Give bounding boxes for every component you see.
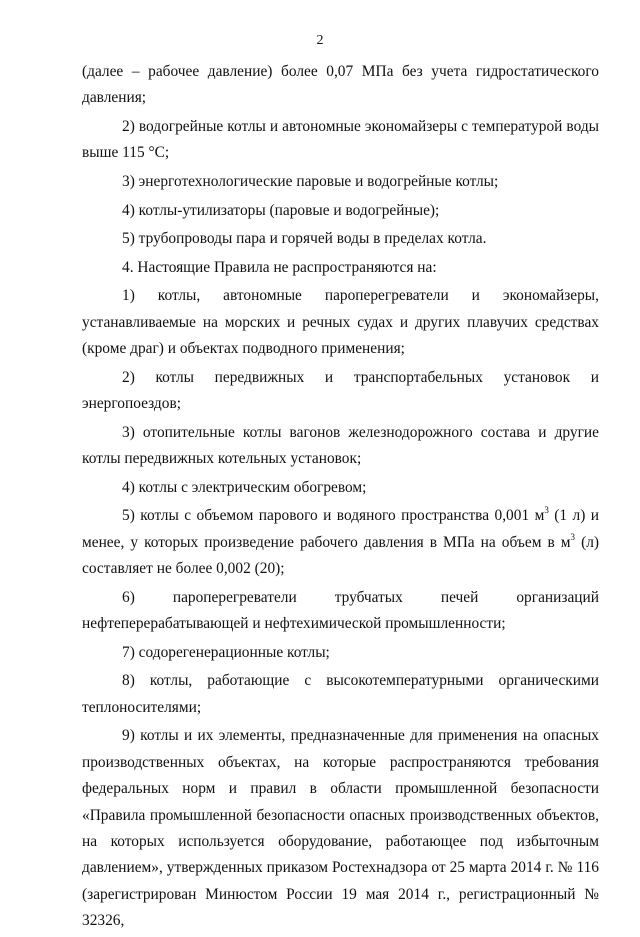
paragraph-item-5: 5) трубопроводы пара и горячей воды в пределах котла.: [122, 230, 487, 248]
paragraph-exclusion-8: 8) котлы, работающие с высокотемпературными органическими теплоносителями;: [82, 672, 599, 716]
page-number: 2: [316, 33, 324, 48]
paragraph-pressure-continuation: (далее – рабочее давление) более 0,07 МПа без учета гидростатического давления;: [82, 63, 599, 107]
paragraph-exclusion-4: 4) котлы с электрическим обогревом;: [122, 478, 367, 496]
paragraph-exclusion-2: 2) котлы передвижных и транспортабельных установок и энергопоездов;: [82, 368, 599, 413]
document-body: [82, 59, 599, 937]
paragraph-item-4: 4) котлы-утилизаторы (паровые и водогрейные);: [122, 201, 440, 219]
paragraph-exclusion-3: 3) отопительные котлы вагонов железнодорожного состава и другие котлы передвижных котельных установок;: [82, 423, 599, 468]
paragraph-exclusion-9: 9) котлы и их элементы, предназначенные для применения на опасных производственных объектах, на которые распространяются требования федеральных норм и правил в области промышленной безопасности «Правила промышленной безопасности опасных производственных объектов, на которых используется оборудование, работающее под избыточным давлением», утвержденных приказом Ростехнадзора от 25 марта 2014 г. № 116 (зарегистрирован Минюстом России 19 мая 2014 г., регистрационный № 32326,: [82, 727, 599, 930]
paragraph-exclusion-1: 1) котлы, автономные пароперегреватели и экономайзеры, устанавливаемые на морских и речных судах и других плавучих средствах (кроме драг) и объектах подводного применения;: [82, 287, 599, 358]
paragraph-exclusion-5: 5) котлы с объемом парового и водяного пространства 0,001 $м^3$ (1 л) и менее, у которых произведение рабочего давления в МПа на объем в $м^3$ (л) составляет не более 0,002 (20);: [82, 505, 599, 578]
paragraph-exclusion-7: 7) содорегенерационные котлы;: [122, 643, 330, 661]
paragraph-item-2: 2) водогрейные котлы и автономные экономайзеры с температурой воды выше 115 °С;: [82, 118, 599, 162]
paragraph-section-4: 4. Настоящие Правила не распространяются на:: [122, 258, 437, 276]
paragraph-exclusion-6: 6) пароперегреватели трубчатых печей организаций нефтеперерабатывающей и нефтехимической промышленности;: [82, 588, 599, 633]
paragraph-item-3: 3) энерготехнологические паровые и водогрейные котлы;: [122, 173, 499, 190]
